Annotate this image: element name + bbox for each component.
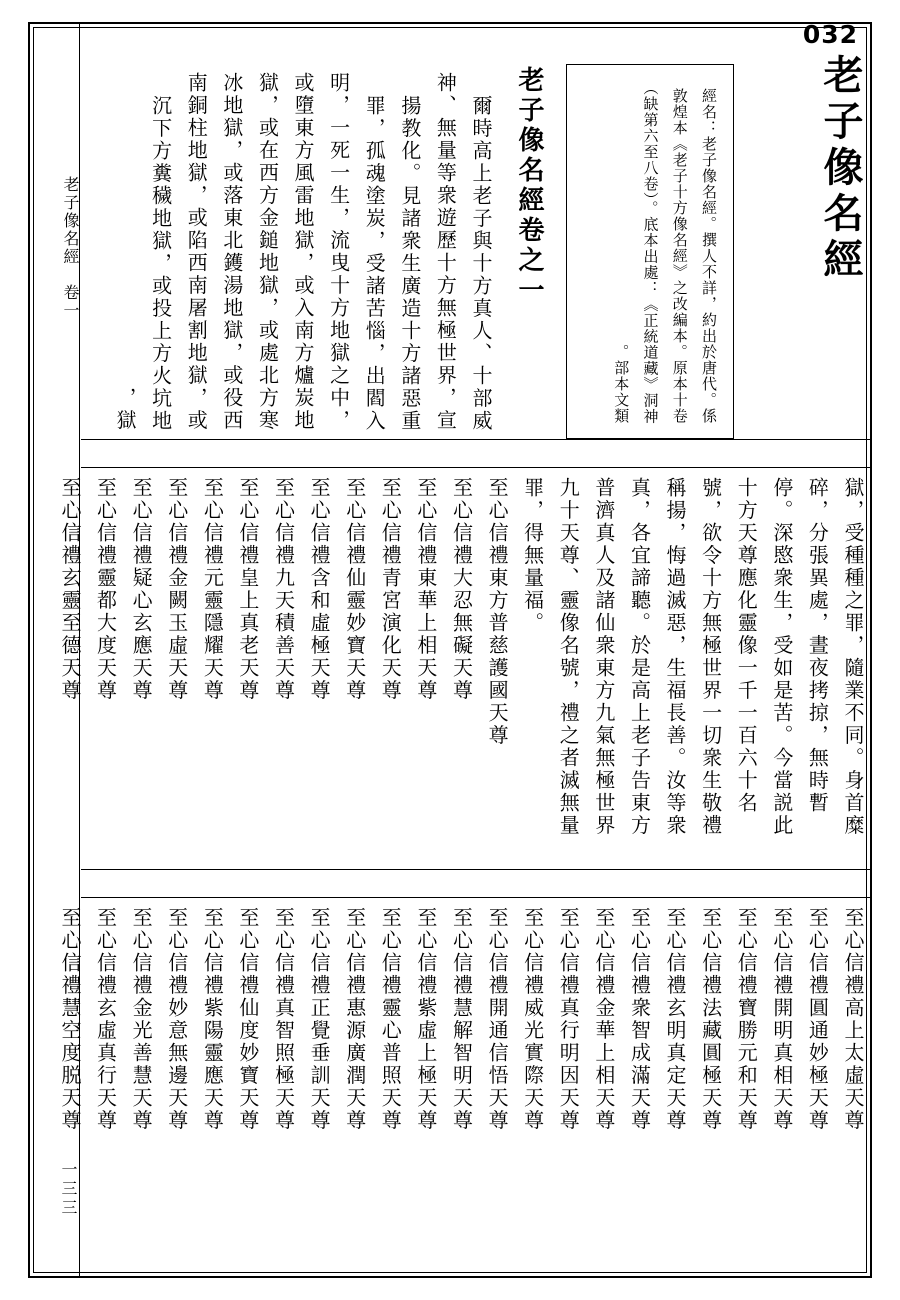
invocation-line: 至心信禮仙度妙寶天尊 [235, 907, 260, 1132]
bibliographic-note-text: 經名：老子像名經。撰人不詳，約出於唐代。係敦煌本《老子十方像名經》之改編本。原本十卷（缺第六至八卷）。底本出處：《正統道藏》洞神部本文類。 [612, 79, 718, 424]
invocation-line: 至心信禮仙靈妙寶天尊 [342, 477, 367, 702]
invocation-line: 至心信禮衆智成滿天尊 [627, 907, 652, 1132]
invocation-line: 至心信禮含和虛極天尊 [307, 477, 332, 702]
invocation-line: 至心信禮東華上相天尊 [413, 477, 438, 702]
page-title: 老子像名經 [817, 54, 864, 284]
invocation-line: 至心信禮金光善慧天尊 [129, 907, 154, 1132]
running-head: 老子像名經 卷一 [61, 176, 80, 320]
page-number: 一三三 [59, 1161, 78, 1218]
catalog-number: 032 [802, 20, 858, 49]
register-top [81, 20, 870, 439]
invocation-line: 至心信禮九天積善天尊 [271, 477, 296, 702]
invocation-line: 至心信禮高上太虛天尊 [841, 907, 865, 1132]
invocation-line: 至心信禮元靈隱耀天尊 [200, 477, 225, 702]
invocation-line: 至心信禮青宮演化天尊 [378, 477, 403, 702]
invocation-line: 至心信禮寶勝元和天尊 [734, 907, 759, 1132]
invocation-line: 至心信禮妙意無邊天尊 [164, 907, 189, 1132]
invocation-line: 至心信禮紫陽靈應天尊 [200, 907, 225, 1132]
invocation-line: 至心信禮東方普慈護國天尊 [485, 477, 510, 747]
invocation-line: 至心信禮真行明因天尊 [556, 907, 581, 1132]
invocation-line: 至心信禮慧空度脱天尊 [57, 907, 82, 1132]
register-middle [57, 467, 870, 869]
invocation-line: 至心信禮惠源廣潤天尊 [342, 907, 367, 1132]
invocation-line: 至心信禮真智照極天尊 [271, 907, 296, 1132]
invocation-line: 至心信禮靈都大度天尊 [93, 477, 118, 702]
invocation-line: 至心信禮金闕玉虛天尊 [164, 477, 189, 702]
invocation-line: 至心信禮紫虛上極天尊 [413, 907, 438, 1132]
invocation-line: 至心信禮威光實際天尊 [520, 907, 545, 1132]
register-top-text: 爾時高上老子與十方真人、十部威神、無量等衆遊歷十方無極世界，宣揚教化。見諸衆生廣造十方諸惡重罪，孤魂塗炭，受諸苦惱，出閻入明，一死一生，流曳十方地獄之中，或墮東方風雷地獄，或入南方爐炭地獄，或在西方金鎚地獄，或處北方寒冰地獄，或落東北鑊湯地獄，或役西南銅柱地獄，或陷西南屠割地獄，或沉下方糞穢地獄，或投上方火坑地獄， [113, 72, 493, 432]
divider-rule-1 [81, 439, 870, 440]
invocation-line: 至心信禮疑心玄應天尊 [129, 477, 154, 702]
invocation-line: 至心信禮靈心普照天尊 [378, 907, 403, 1132]
bibliographic-note-box [566, 64, 734, 439]
invocation-line: 至心信禮玄靈至德天尊 [57, 477, 82, 702]
invocation-line: 至心信禮開明真相天尊 [769, 907, 794, 1132]
invocation-line: 至心信禮玄虛真行天尊 [93, 907, 118, 1132]
invocation-line: 至心信禮圓通妙極天尊 [805, 907, 830, 1132]
invocation-line: 至心信禮正覺垂訓天尊 [307, 907, 332, 1132]
invocation-line: 至心信禮金華上相天尊 [591, 907, 616, 1132]
chapter-title: 老子像名經卷之一 [514, 66, 544, 306]
invocation-line: 至心信禮皇上真老天尊 [235, 477, 260, 702]
divider-rule-3 [81, 869, 870, 870]
invocation-line: 至心信禮玄明真定天尊 [663, 907, 688, 1132]
invocation-line: 至心信禮開通信悟天尊 [485, 907, 510, 1132]
invocation-line: 至心信禮大忍無礙天尊 [449, 477, 474, 702]
invocation-line: 至心信禮法藏圓極天尊 [698, 907, 723, 1132]
register-middle-prose: 獄，受種種之罪，隨業不同。身首糜碎，分張異處，晝夜拷掠，無時暫停。深愍衆生，受如是苦。今當説此十方天尊應化靈像一千一百六十名號，欲令十方無極世界一切衆生敬禮稱揚，悔過滅惡，生福長善。汝等衆真，各宜諦聽。於是高上老子告東方普濟真人及諸仙衆東方九氣無極世界九十天尊、靈像名號，禮之者滅無量罪，得無量福。 [520, 477, 865, 837]
invocation-line: 至心信禮慧解智明天尊 [449, 907, 474, 1132]
register-middle-text [57, 477, 870, 859]
